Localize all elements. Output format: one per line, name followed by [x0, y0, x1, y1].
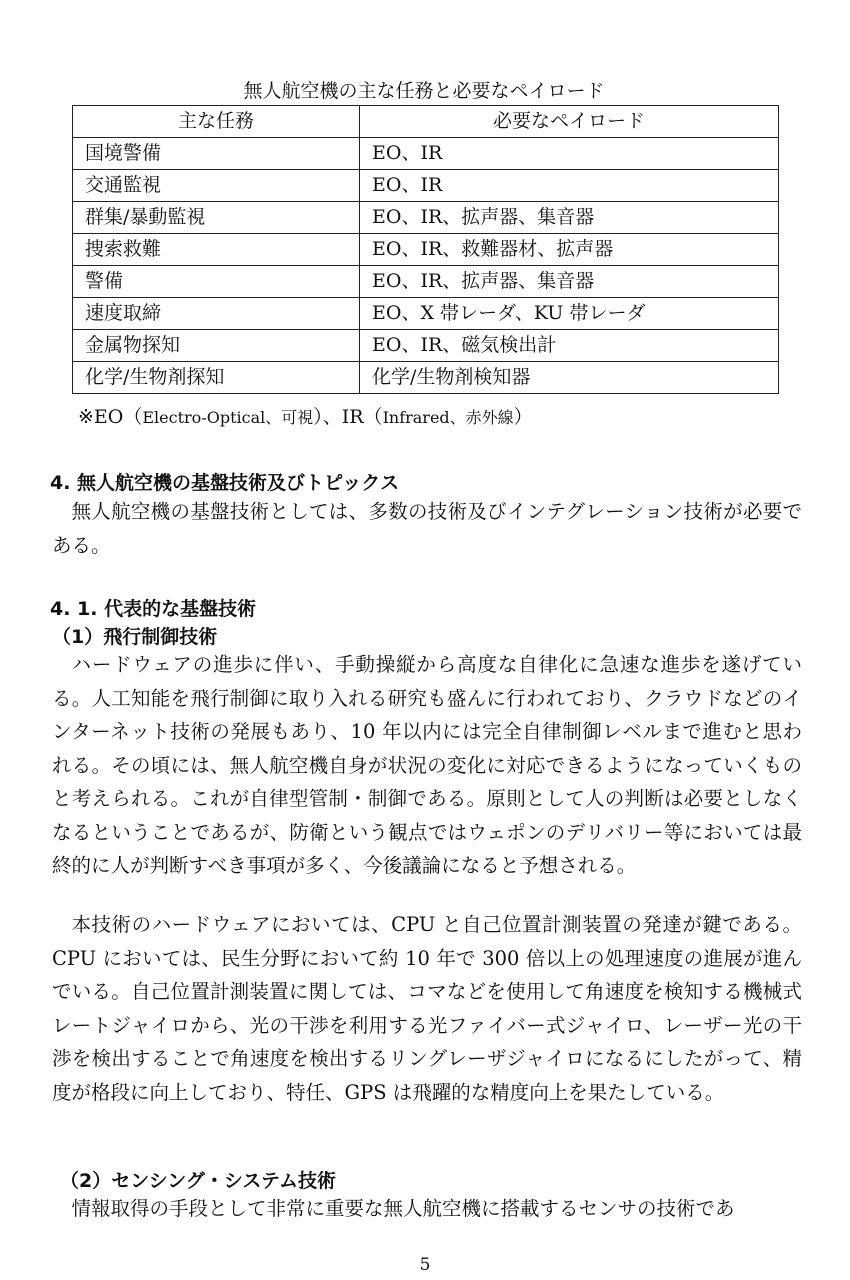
payload-cell: EO、IR: [360, 170, 779, 202]
payload-cell: EO、IR、拡声器、集音器: [360, 266, 779, 298]
header-mission: 主な任務: [73, 106, 360, 138]
note-eo-label: ※EO（: [78, 406, 143, 428]
mission-cell: 捜索救難: [73, 234, 360, 266]
payload-cell: EO、IR、救難器材、拡声器: [360, 234, 779, 266]
subsection-1-heading: （1）飛行制御技術: [52, 626, 218, 648]
payload-cell: 化学/生物剤検知器: [360, 362, 779, 394]
table-row: [73, 234, 779, 266]
table-footnote: [78, 404, 533, 431]
payload-cell: EO、IR: [360, 138, 779, 170]
payload-cell: EO、IR、磁気検出計: [360, 330, 779, 362]
mission-cell: 化学/生物剤探知: [73, 362, 360, 394]
note-ir-label: ）、IR（: [313, 406, 383, 428]
mission-cell: 金属物探知: [73, 330, 360, 362]
table-row: [73, 298, 779, 330]
table-row: [73, 138, 779, 170]
table-caption: 無人航空機の主な任務と必要なペイロード: [243, 80, 605, 102]
payload-cell: EO、IR、拡声器、集音器: [360, 202, 779, 234]
note-ir-detail: Infrared、赤外線: [382, 408, 514, 427]
mission-cell: 速度取締: [73, 298, 360, 330]
note-eo-detail: Electro-Optical、可視: [142, 408, 314, 427]
mission-cell: 国境警備: [73, 138, 360, 170]
table-row: [73, 266, 779, 298]
table-header-row: [73, 106, 779, 138]
mission-cell: 交通監視: [73, 170, 360, 202]
section-4-intro: 無人航空機の基盤技術としては、多数の技術及びインテグレーション技術が必要である。: [52, 500, 802, 557]
header-payload: 必要なペイロード: [360, 106, 779, 138]
mission-cell: 警備: [73, 266, 360, 298]
table-row: [73, 170, 779, 202]
subsection-2-heading: （2）センシング・システム技術: [60, 1170, 336, 1192]
table-row: [73, 202, 779, 234]
mission-cell: 群集/暴動監視: [73, 202, 360, 234]
subsection-1-paragraph-2: 本技術のハードウェアにおいては、CPU と自己位置計測装置の発達が鍵である。CPU においては、民生分野において約 10 年で 300 倍以上の処理速度の進展が進んでいる。自己位置計測装置に関しては、コマなどを使用して角速度を検知する機械式レートジャイロから、光の干渉を利用する光ファイバー式ジャイロ、レーザー光の干渉を検出することで角速度を検出するリングレーザジャイロになるにしたがって、精度が格段に向上しており、特任、GPS は飛躍的な精度向上を果たしている。: [52, 913, 802, 1104]
payload-cell: EO、X 帯レーダ、KU 帯レーダ: [360, 298, 779, 330]
note-close: ）: [513, 406, 533, 428]
table-row: [73, 330, 779, 362]
subsection-2-paragraph-1: 情報取得の手段として非常に重要な無人航空機に搭載するセンサの技術であ: [71, 1197, 735, 1220]
table-row: [73, 362, 779, 394]
missions-payload-table: [72, 105, 779, 394]
section-4-heading: 4. 無人航空機の基盤技術及びトピックス: [50, 472, 400, 494]
subsection-1-paragraph-1: ハードウェアの進歩に伴い、手動操縦から高度な自律化に急速な進歩を遂げている。人工知能を飛行制御に取り入れる研究も盛んに行われており、クラウドなどのインターネット技術の発展もあり、10 年以内には完全自律制御レベルまで進むと思われる。その頃には、無人航空機自身が状況の変化に対応できるようになっていくものと考えられる。これが自律型管制・制御である。原則として人の判断は必要としなくなるということであるが、防衛という観点ではウェポンのデリバリー等においては最終的に人が判断すべき事項が多く、今後議論になると予想される。: [52, 653, 802, 877]
section-4-1-heading: 4. 1. 代表的な基盤技術: [50, 598, 257, 620]
page-number: 5: [419, 1255, 431, 1275]
